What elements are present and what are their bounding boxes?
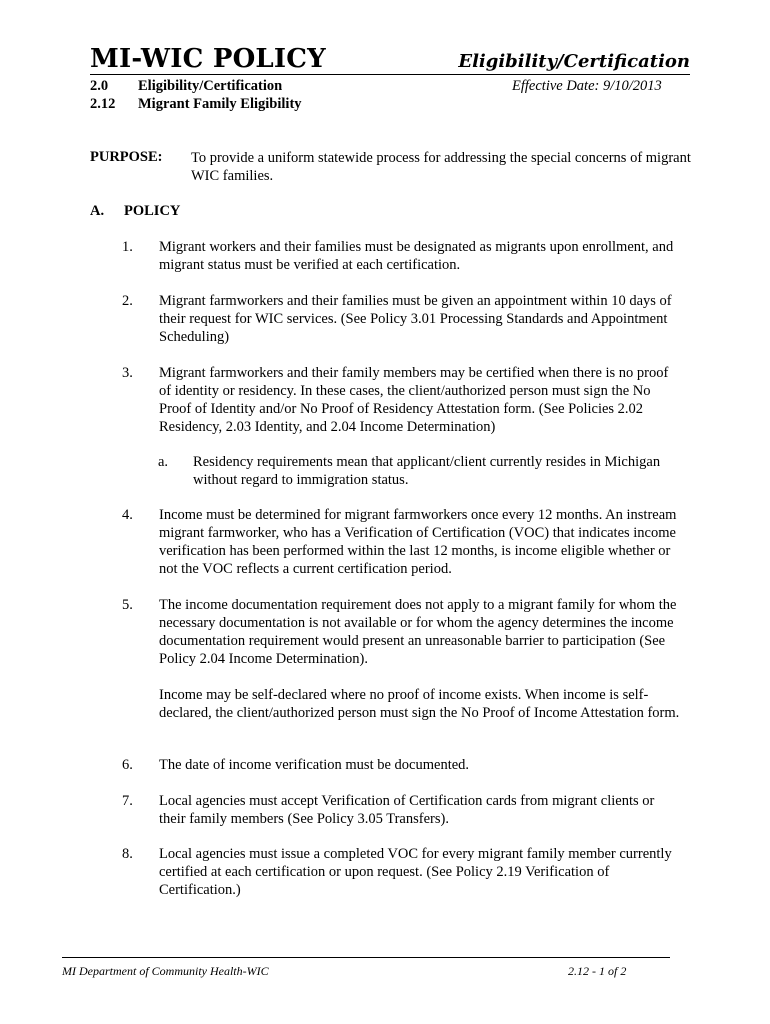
item-text: Migrant farmworkers and their families must be given an appointment within 10 days of their request for WIC services. (See Policy 3.01 Processing Standards and Appointment Scheduling) <box>159 293 672 345</box>
subsection-title: Migrant Family Eligibility <box>138 96 302 112</box>
policy-letter: A. <box>90 203 105 219</box>
policy-item-4 <box>122 506 682 578</box>
footer-rule <box>62 957 670 958</box>
sub-letter: a. <box>158 454 169 470</box>
subsection-number: 2.12 <box>90 96 116 112</box>
item-5-paragraph: Income may be self-declared where no proof of income exists. When income is self-declared, the client/authorized person must sign the No Proof of Income Attestation form. <box>159 687 680 721</box>
policy-title: MI-WIC POLICY <box>90 44 326 74</box>
section-line <box>90 77 282 95</box>
policy-item-2 <box>122 292 682 346</box>
policy-item-1 <box>122 238 682 274</box>
item-text: Migrant workers and their families must be designated as migrants upon enrollment, and migrant status must be verified at each certification. <box>159 239 674 273</box>
sub-text: Residency requirements mean that applicant/client currently resides in Michigan without regard to immigration status. <box>193 454 661 488</box>
policy-item-3 <box>122 364 682 436</box>
item-number: 8. <box>122 846 133 862</box>
purpose-label: PURPOSE: <box>90 149 163 165</box>
policy-item-7 <box>122 792 682 828</box>
policy-category: Eligibility/Certification <box>458 51 690 72</box>
section-title: Eligibility/Certification <box>138 78 283 94</box>
item-number: 4. <box>122 507 133 523</box>
effective-date: Effective Date: 9/10/2013 <box>512 78 662 94</box>
item-text: Income must be determined for migrant farmworkers once every 12 months. An instream migrant farmworker, who has a Verification of Certification (VOC) that indicates income verification has been performed within the last 12 months, is income eligible whether or not the VOC reflects a current certification period. <box>159 507 677 577</box>
policy-item-3-sub-a <box>158 453 688 489</box>
purpose-text: To provide a uniform statewide process for addressing the special concerns of migrant WIC families. <box>191 150 691 184</box>
item-text: Local agencies must accept Verification of Certification cards from migrant clients or their family members (See Policy 3.05 Transfers). <box>159 793 655 827</box>
item-number: 5. <box>122 597 133 613</box>
section-number: 2.0 <box>90 78 109 94</box>
policy-item-6 <box>122 756 682 774</box>
subsection-line <box>90 95 302 113</box>
item-number: 3. <box>122 365 133 381</box>
item-text: The date of income verification must be documented. <box>159 757 470 773</box>
policy-heading <box>90 202 180 220</box>
policy-item-8 <box>122 845 682 899</box>
footer-page-number: 2.12 - 1 of 2 <box>568 964 627 978</box>
item-text: Migrant farmworkers and their family members may be certified when there is no proof of identity or residency. In these cases, the client/authorized person must sign the No Proof of Identity and/or No Proof of Residency Attestation form. (See Policies 2.02 Residency, 2.03 Identity, and 2.04 Income Determination) <box>159 365 669 435</box>
item-number: 6. <box>122 757 133 773</box>
footer-department: MI Department of Community Health-WIC <box>62 964 269 978</box>
policy-item-5 <box>122 596 682 722</box>
item-number: 7. <box>122 793 133 809</box>
item-number: 1. <box>122 239 133 255</box>
policy-heading-text: POLICY <box>124 203 181 219</box>
item-text: The income documentation requirement does not apply to a migrant family for whom the necessary documentation is not available or for whom the agency determines the income documentation requirement would present an unreasonable barrier to participation (See Policy 2.04 Income Determination). <box>159 597 677 667</box>
header-rule <box>90 74 690 75</box>
item-number: 2. <box>122 293 133 309</box>
item-text: Local agencies must issue a completed VOC for every migrant family member currently certified at each certification or upon request. (See Policy 2.19 Verification of Certification.) <box>159 846 672 898</box>
